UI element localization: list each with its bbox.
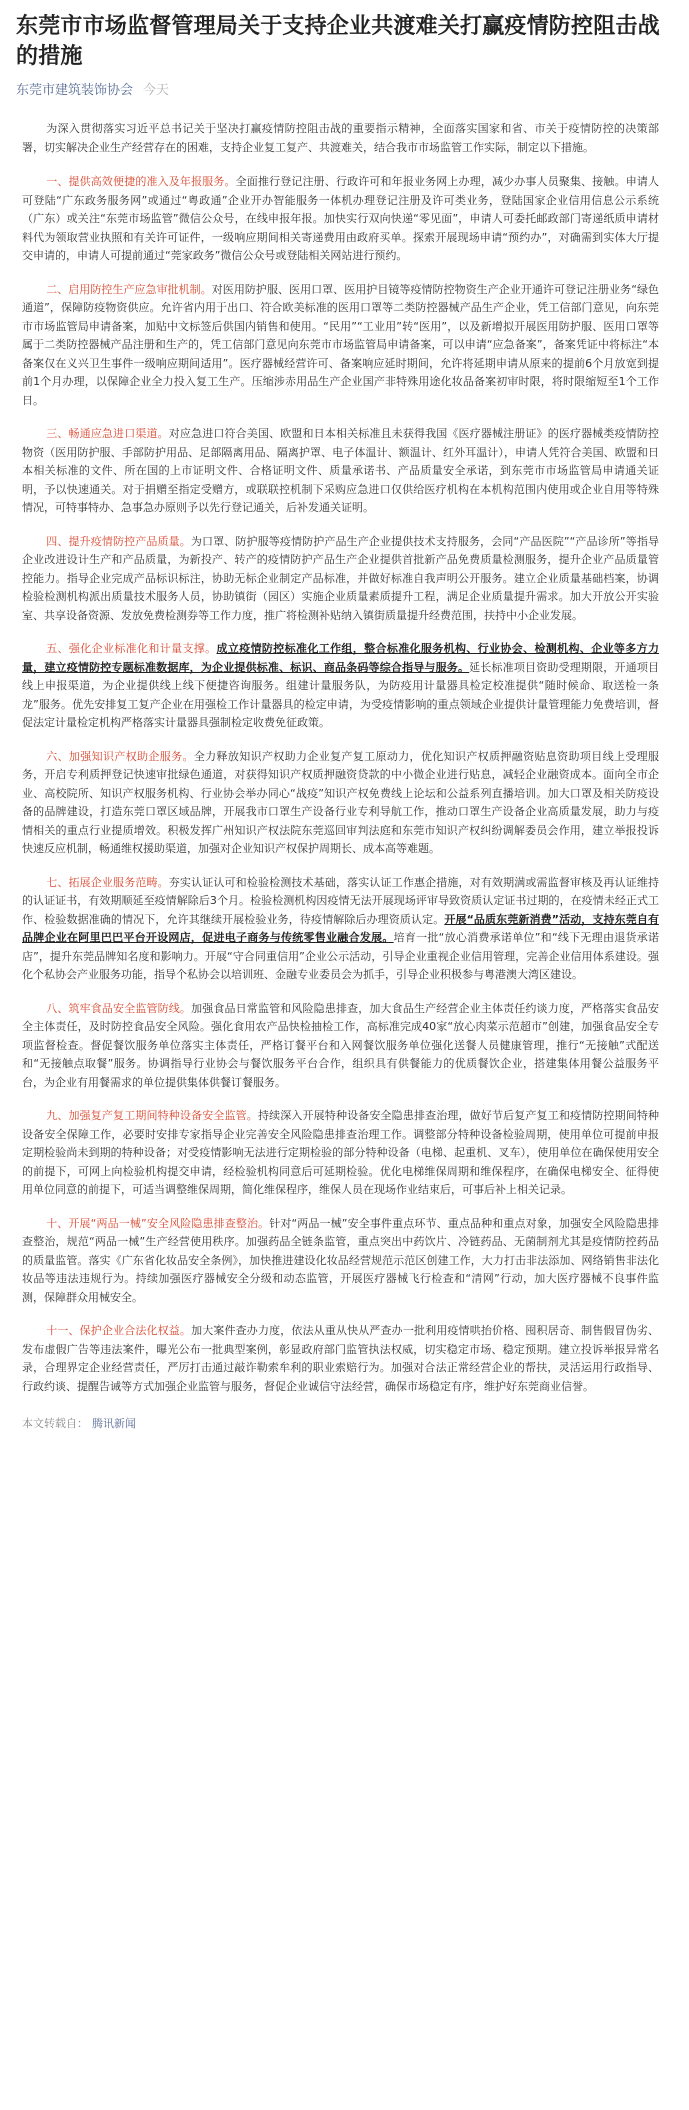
repost-source-link[interactable]: 腾讯新闻 — [92, 1417, 136, 1430]
section-text: 加强食品日常监管和风险隐患排查，加大食品生产经营企业主体责任约谈力度，严格落实食品安全主体责任，及时防控食品安全风险。强化食用农产品快检抽检工作，高标准完成40家“放心肉菜示范超市”创建，加强食品安全专项监督检查。督促餐饮服务单位落实主体责任，严格订餐平台和入网餐饮服务单位强化送餐人员健康管理，推行“无接触”式配送和“无接触点取餐”服务。协调指导行业协会与餐饮服务平台合作，组织具有供餐能力的优质餐饮企业，搭建集体用餐公益服务平台，为企业有用餐需求的单位提供集体供餐订餐服务。 — [22, 1001, 660, 1089]
article-meta — [16, 82, 673, 100]
section-text: 针对“两品一械”安全事件重点环节、重点品种和重点对象，加强安全风险隐患排查整治，规范“两品一械”生产经营使用秩序。加强药品全链条监管，重点突出中药饮片、冷链药品、无菌制剂尤其是疫情防控药品的质量监管。落实《广东省化妆品安全条例》，加快推进建设化妆品经营规范示范区创建工作，大力打击非法添加、网络销售非法化妆品等违法违规行为。持续加强医疗器械安全分级和动态监管，开展医疗器械飞行检查和“清网”行动，加大医疗器械不良事件监测，保障群众用械安全。 — [22, 1216, 659, 1304]
section-text: 对应急进口符合美国、欧盟和日本相关标准且未获得我国《医疗器械注册证》的医疗器械类疫情防控物资（医用防护服、手部防护用品、足部隔离用品、隔离护罩、电子体温计、额温计、红外耳温计），申请人凭符合美国、欧盟和日本相关标准的文件、所在国的上市证明文件、合格证明文件、质量承诺书、产品质量安全承诺，到东莞市市场监管局申请通关证明，予以快速通关。对于捐赠至指定受赠方，或联联控机制下采购应急进口仅供给医疗机构在本机构范围内使用或企业自用等特殊情况，可特事特办、急事急办原则予以先行登记通关，后补发通关证明。 — [22, 427, 659, 514]
section-heading: 十一、保护企业合法化权益。 — [46, 1324, 192, 1337]
section-text: 为口罩、防护服等疫情防护产品生产企业提供技术支持服务，会同“产品医院”“产品诊所”等指导企业改进设计生产和产品质量，为新投产、转产的疫情防护产品生产企业提供首批新产品免费质量检测服务，提升企业产品质量管控能力。指导企业完成产品标识标注，协助无标企业制定产品标准，并做好标准自我声明公开服务。建立企业质量基础档案，协调检验检测机构派出质量技术服务人员，协助镇街（园区）实施企业质量素质提升工程，满足企业质量提升需求。加大开放公开实验室、共享设备资源、发放免费检测券等工作力度，推广将检测补贴纳入镇街质量提升经费范围，扶持中小企业发展。 — [22, 534, 660, 622]
article-title: 东莞市市场监督管理局关于支持企业共渡难关打赢疫情防控阻击战的措施 — [16, 14, 660, 69]
section-text: 夯实认证认可和检验检测技术基础，落实认证工作惠企措施，对有效期满或需监督审核及再认证维持的认证证书，有效期顺延至疫情解除后3个月。检验检测机构因疫情无法开展现场评审导致资质认定证书过期的，在疫情未经正式工作、检验数据准确的情况下，允许其继续开展检验业务，待疫情解除后办理资质认定。 — [22, 875, 659, 926]
section-8 — [16, 1000, 673, 1093]
section-6 — [16, 748, 673, 859]
section-text: 全面推行登记注册、行政许可和年报业务网上办理，减少办事人员聚集、接触。申请人可登陆“广东政务服务网”或通过“粤政通”企业开办智能服务一体机办理登记注册及许可类业务，登陆国家企业信用信息公示系统（广东）或关注“东莞市场监管”微信公众号，在线申报年报。加快实行双向快递“零见面”，申请人可委托邮政部门寄递纸质申请材料代为领取营业执照和有关许可证件，一级响应期间相关寄递费用由政府买单。探索开展现场申请“预约办”，对确需到实体大厅提交申请的，申请人可提前通过“莞家政务”微信公众号或登陆相关网站进行预约。 — [22, 175, 660, 262]
section-heading: 十、开展“两品一械”安全风险隐患排查整治。 — [46, 1216, 270, 1230]
section-heading: 八、筑牢食品安全监管防线。 — [46, 1001, 192, 1015]
section-11 — [16, 1322, 673, 1396]
section-3 — [16, 425, 673, 518]
repost-label: 本文转载自： — [22, 1417, 88, 1430]
section-7 — [16, 874, 673, 985]
article-footer — [16, 1411, 673, 1437]
section-9 — [16, 1107, 673, 1200]
section-1 — [16, 173, 673, 266]
section-10 — [16, 1215, 673, 1308]
section-text: 持续深入开展特种设备安全隐患排查治理，做好节后复产复工和疫情防控期间特种设备安全保障工作，必要时安排专家指导企业完善安全风险隐患排查治理工作。调整部分特种设备检验周期，使用单位可提前申报定期检验尚未到期的特种设备；对受疫情影响无法进行定期检验的部分特种设备（电梯、起重机、叉车），使用单位在确保使用安全的前提下，可网上向检验机构提交申请，经检验机构同意后可延期检验。优化电梯维保周期和维保程序，在确保电梯安全、征得使用单位同意的前提下，可适当调整维保周期，简化维保程序，维保人员在现场作业结束后，可事后补上相关记录。 — [22, 1109, 659, 1196]
section-2 — [16, 281, 673, 411]
section-text-after: 延长标准项目资助受理期限，开通项目线上申报渠道，为企业提供线上线下便捷咨询服务。组建计量服务队，为防疫用计量器具检定校准提供“随时候命、取送检一条龙”服务。优先安排复工复产企业在用强检工作计量器具的检定申请，为受疫情影响的重点领域企业提供计量管理能力免费培训，督促法定计量检定机构严格落实计量器具强制检定收费免征政策。 — [22, 660, 659, 729]
article-date: 今天 — [143, 83, 170, 98]
section-heading: 六、加强知识产权助企服务。 — [46, 749, 194, 763]
section-heading: 五、强化企业标准化和计量支撑。 — [46, 642, 217, 655]
section-emphasis-text: 开展“品质东莞新消费”活动，支持东莞自有品牌企业在阿里巴巴平台开设网店，促进电子商务与传统零售业融合发展。 — [22, 912, 659, 944]
section-text: 对医用防护服、医用口罩、医用护目镜等疫情防控物资生产企业开通许可登记注册业务“绿色通道”，保障防疫物资供应。允许省内用于出口、符合欧美标准的医用口罩等二类防控器械产品生产企业，凭工信部门意见，向东莞市市场监管局申请备案，加贴中文标签后供国内销售和使用。“民用”“工业用”转“医用”，以及新增拟开展医用防护服、医用口罩等属于二类防控器械产品注册和生产的，凭工信部门意见向东莞市市场监管局申请备案，可以申请“应急备案”，备案凭证中将标注“本备案仅在义兴卫生事件一级响应期间适用”。医疗器械经营许可、备案响应延时期间，允许将延期申请从原来的提前6个月放宽到提前1个月办理，以保障企业全力投入复工生产。压缩涉赤用品生产企业国产非特殊用途化妆品备案初审时限，将时限缩短至1个工作日。 — [22, 282, 659, 407]
article-body — [16, 120, 673, 1396]
section-heading: 三、畅通应急进口渠道。 — [46, 427, 169, 440]
section-4 — [16, 533, 673, 626]
section-heading: 二、启用防控生产应急审批机制。 — [46, 282, 212, 296]
section-heading: 一、提供高效便捷的准入及年报服务。 — [46, 175, 236, 188]
article-intro: 为深入贯彻落实习近平总书记关于坚决打赢疫情防控阻击战的重要指示精神，全面落实国家和省、市关于疫情防控的决策部署，切实解决企业生产经营存在的困难，支持企业复工复产、共渡难关，结合我市市场监管工作实际，制定以下措施。 — [22, 122, 659, 154]
section-text: 加大案件查办力度，依法从重从快从严查办一批利用疫情哄抬价格、囤积居奇、制售假冒伪劣、发布虚假广告等违法案件，曝光公布一批典型案例，彰显政府部门监管执法权威，切实稳定市场、稳定预期。建立投诉举报异常名录，合理界定企业经营责任，严厉打击通过敲诈勒索牟利的职业索赔行为。加强对合法正常经营企业的帮扶，灵活运用行政指导、行政约谈、提醒告诫等方式加强企业监管与服务，督促企业诚信守法经营，确保市场稳定有序，维护好东莞商业信誉。 — [22, 1324, 660, 1393]
section-heading: 九、加强复产复工期间特种设备安全监管。 — [46, 1109, 258, 1122]
section-heading: 七、拓展企业服务范畴。 — [46, 875, 169, 889]
section-heading: 四、提升疫情防控产品质量。 — [46, 534, 191, 548]
section-5 — [16, 640, 673, 733]
section-text: 全力释放知识产权助力企业复产复工原动力，优化知识产权质押融资贴息资助项目线上受理服务，开启专利质押登记快速审批绿色通道，对获得知识产权质押融资贷款的中小微企业进行贴息，减轻企业融资成本。面向全市企业、高校院所、知识产权服务机构、行业协会举办同心“战疫”知识产权免费线上论坛和公益系列直播培训。加大口罩及相关防疫设备的品牌建设，打造东莞口罩区域品牌，开展我市口罩生产设备行业专利导航工作，推动口罩生产设备企业高质量发展，助力与疫情相关的重点行业提质增效。积极发挥广州知识产权法院东莞巡回审判法庭和东莞市知识产权纠纷调解委员会作用，建立举报投诉快速反应机制，畅通维权援助渠道，加强对企业知识产权保护周期长、成本高等难题。 — [22, 749, 660, 855]
section-text-after: 培育一批“放心消费承诺单位”和“线下无理由退货承诺店”，提升东莞品牌知名度和影响力。开展“守合同重信用”企业公示活动，引导企业重视企业信用管理，完善企业信用体系建设。强化个私协会产业服务功能，指导个私协会以培训班、金融专业委员会为抓手，引导企业积极参与粤港澳大湾区建设。 — [22, 931, 659, 981]
section-emphasis-text: 成立疫情防控标准化工作组，整合标准化服务机构、行业协会、检测机构、企业等多方力量，建立疫情防控专题标准数据库，为企业提供标准、标识、商品条码等综合指导与服务。 — [22, 642, 660, 674]
article-source-link[interactable]: 东莞市建筑装饰协会 — [16, 83, 134, 98]
